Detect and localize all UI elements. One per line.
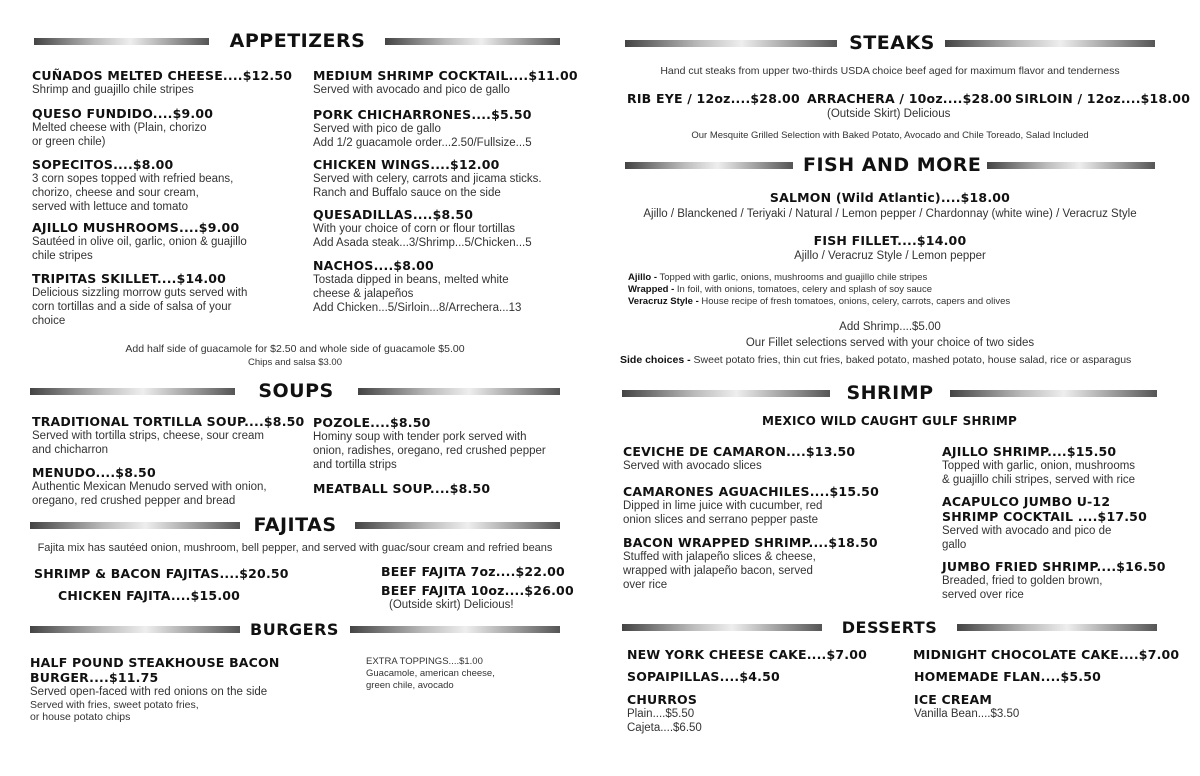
item-desc: gallo	[942, 539, 967, 551]
shrimp-subtitle: MEXICO WILD CAUGHT GULF SHRIMP	[762, 414, 1017, 428]
item-desc: wrapped with jalapeño bacon, served	[623, 565, 813, 577]
style-key: Wrapped -	[628, 284, 675, 295]
item-title: CHICKEN WINGS....$12.00	[313, 157, 500, 172]
item-desc: Topped with garlic, onion, mushrooms	[942, 460, 1136, 472]
item-title: QUESADILLAS....$8.50	[313, 207, 474, 222]
dessert-item	[627, 692, 702, 735]
soup-item	[32, 465, 267, 508]
item-title: AJILLO SHRIMP....$15.50	[942, 444, 1117, 459]
item-desc: Served with avocado slices	[623, 460, 762, 472]
item-title: TRIPITAS SKILLET....$14.00	[32, 271, 227, 286]
divider-bar	[987, 162, 1155, 169]
style-value: Topped with garlic, onions, mushrooms and guajillo chile stripes	[657, 272, 928, 283]
item-desc: Vanilla Bean....$3.50	[914, 708, 1020, 720]
item-desc: or house potato chips	[30, 711, 131, 723]
fish-title: FISH AND MORE	[803, 154, 982, 176]
fillet-sides-note: Our Fillet selections served with your choice of two sides	[745, 337, 1035, 349]
dessert-item: NEW YORK CHEESE CAKE....$7.00	[627, 647, 868, 662]
appetizer-item	[313, 258, 521, 315]
steaks-footer: Our Mesquite Grilled Selection with Baked Potato, Avocado and Chile Toreado, Salad Included	[691, 130, 1089, 141]
divider-bar	[622, 390, 830, 397]
dessert-item	[914, 692, 1019, 721]
item-desc: Served with avocado and pico de	[942, 525, 1112, 537]
divider-bar	[625, 40, 837, 47]
item-desc: With your choice of corn or flour tortillas	[313, 223, 515, 235]
item-title: POZOLE....$8.50	[313, 415, 431, 430]
shrimp-item	[623, 535, 878, 592]
divider-bar	[385, 38, 560, 45]
divider-bar	[355, 522, 560, 529]
shrimp-header	[622, 382, 1157, 410]
soup-item	[32, 414, 304, 457]
item-desc: Dipped in lime juice with cucumber, red	[623, 500, 823, 512]
fajita-item: CHICKEN FAJITA....$15.00	[58, 588, 241, 603]
steaks-header	[625, 32, 1155, 60]
item-desc: over rice	[623, 579, 668, 591]
fajita-item: BEEF FAJITA 7oz....$22.00	[381, 564, 565, 579]
item-desc: Stuffed with jalapeño slices & cheese,	[623, 551, 816, 563]
item-title: CEVICHE DE CAMARON....$13.50	[623, 444, 856, 459]
divider-bar	[957, 624, 1157, 631]
item-title: NACHOS....$8.00	[313, 258, 434, 273]
divider-bar	[950, 390, 1157, 397]
steak-item: SIRLOIN / 12oz....$18.00	[1015, 91, 1191, 106]
item-desc: Served with avocado and pico de gallo	[313, 84, 510, 96]
extra-toppings	[366, 656, 495, 692]
fillet-desc: Ajillo / Veracruz Style / Lemon pepper	[794, 250, 986, 262]
item-desc: Add Chicken...5/Sirloin...8/Arrechera...13	[313, 302, 522, 314]
dessert-item: SOPAIPILLAS....$4.50	[627, 669, 780, 684]
steak-item: ARRACHERA / 10oz....$28.00	[807, 91, 1013, 106]
divider-bar	[625, 162, 793, 169]
appetizer-item	[32, 271, 247, 328]
appetizer-item	[32, 220, 247, 263]
burger-item	[30, 655, 280, 723]
steaks-title: STEAKS	[849, 32, 935, 54]
item-desc: Served with fries, sweet potato fries,	[30, 699, 199, 711]
item-desc: and chicharron	[32, 444, 109, 456]
fillet-title: FISH FILLET....$14.00	[813, 233, 967, 248]
shrimp-item	[942, 559, 1166, 602]
extra-toppings-title: EXTRA TOPPINGS....$1.00	[366, 656, 483, 667]
style-key: Veracruz Style -	[628, 296, 699, 307]
style-value: House recipe of fresh tomatoes, onions, celery, carrots, capers and olives	[698, 296, 1011, 307]
shrimp-title: SHRIMP	[846, 382, 934, 404]
item-desc: choice	[32, 315, 66, 327]
item-title: SHRIMP COCKTAIL ....$17.50	[942, 509, 1147, 524]
divider-bar	[358, 388, 560, 395]
side-choices-value: Sweet potato fries, thin cut fries, baked potato, mashed potato, house salad, rice or asparagus	[690, 354, 1132, 366]
item-desc: Add 1/2 guacamole order...2.50/Fullsize...5	[313, 137, 532, 149]
fajita-item: SHRIMP & BACON FAJITAS....$20.50	[34, 566, 289, 581]
item-title: MEDIUM SHRIMP COCKTAIL....$11.00	[313, 68, 578, 83]
appetizer-item	[313, 68, 578, 97]
item-desc: Served with celery, carrots and jicama sticks.	[313, 173, 542, 185]
item-desc: Breaded, fried to golden brown,	[942, 575, 1103, 587]
item-desc: chorizo, cheese and sour cream,	[32, 187, 199, 199]
item-desc: Served with pico de gallo	[313, 123, 441, 135]
item-desc: Shrimp and guajillo chile stripes	[32, 84, 194, 96]
style-key: Ajillo -	[628, 272, 658, 283]
item-title: ICE CREAM	[914, 692, 992, 707]
fajita-note: (Outside skirt) Delicious!	[389, 599, 514, 611]
item-desc: oregano, red crushed pepper and bread	[32, 495, 236, 507]
side-choices	[620, 354, 1165, 366]
appetizer-item	[313, 157, 542, 200]
appetizers-header	[30, 30, 560, 58]
fajitas-title: FAJITAS	[253, 514, 337, 536]
item-desc: Authentic Mexican Menudo served with onion,	[32, 481, 267, 493]
item-title: HALF POUND STEAKHOUSE BACON	[30, 655, 280, 670]
extra-toppings-desc: green chile, avocado	[366, 680, 454, 691]
item-title: CUÑADOS MELTED CHEESE....$12.50	[32, 68, 293, 83]
fish-header	[625, 154, 1155, 182]
item-title: SOPECITOS....$8.00	[32, 157, 174, 172]
style-note	[628, 296, 1010, 308]
item-title: MEATBALL SOUP....$8.50	[313, 481, 491, 496]
chips-note: Chips and salsa $3.00	[247, 357, 342, 368]
item-desc: cheese & jalapeños	[313, 288, 414, 300]
salmon-desc: Ajillo / Blanckened / Teriyaki / Natural / Lemon pepper / Chardonnay (white wine) / Veracruz Style	[643, 208, 1137, 220]
appetizer-item	[32, 106, 213, 149]
item-desc: Ranch and Buffalo sauce on the side	[313, 187, 501, 199]
dessert-item: MIDNIGHT CHOCOLATE CAKE....$7.00	[913, 647, 1180, 662]
divider-bar	[34, 38, 209, 45]
guacamole-note: Add half side of guacamole for $2.50 and whole side of guacamole $5.00	[125, 343, 465, 355]
item-title: CAMARONES AGUACHILES....$15.50	[623, 484, 879, 499]
fajitas-header	[30, 514, 560, 542]
item-desc: Sautéed in olive oil, garlic, onion & guajillo	[32, 236, 247, 248]
soup-item	[313, 415, 546, 472]
appetizer-item	[32, 157, 233, 214]
appetizer-item	[313, 107, 532, 150]
item-title: QUESO FUNDIDO....$9.00	[32, 106, 214, 121]
item-desc: & guajillo chili stripes, served with rice	[942, 474, 1136, 486]
soups-header	[30, 380, 560, 408]
item-desc: Hominy soup with tender pork served with	[313, 431, 527, 443]
item-desc: Served with tortilla strips, cheese, sour cream	[32, 430, 265, 442]
appetizer-item	[313, 207, 532, 250]
desserts-header	[622, 616, 1157, 644]
item-desc: Cajeta....$6.50	[627, 722, 702, 734]
burgers-header	[30, 618, 560, 646]
item-title: JUMBO FRIED SHRIMP....$16.50	[942, 559, 1166, 574]
shrimp-item	[942, 444, 1135, 487]
style-note	[628, 284, 932, 296]
item-desc: onion, radishes, oregano, red crushed pepper	[313, 445, 546, 457]
extra-toppings-desc: Guacamole, american cheese,	[366, 668, 495, 679]
item-desc: served over rice	[942, 589, 1024, 601]
soups-title: SOUPS	[258, 380, 334, 402]
item-desc: Served open-faced with red onions on the side	[30, 686, 268, 698]
item-desc: Tostada dipped in beans, melted white	[313, 274, 509, 286]
side-choices-key: Side choices -	[620, 354, 691, 366]
appetizers-title: APPETIZERS	[229, 30, 366, 52]
item-desc: 3 corn sopes topped with refried beans,	[32, 173, 234, 185]
item-desc: Melted cheese with (Plain, chorizo	[32, 122, 207, 134]
steak-item: RIB EYE / 12oz....$28.00	[627, 91, 800, 106]
item-title: TRADITIONAL TORTILLA SOUP....$8.50	[32, 414, 305, 429]
dessert-item: HOMEMADE FLAN....$5.50	[914, 669, 1102, 684]
desserts-title: DESSERTS	[841, 618, 938, 637]
item-title: AJILLO MUSHROOMS....$9.00	[32, 220, 240, 235]
item-desc: onion slices and serrano pepper paste	[623, 514, 818, 526]
shrimp-item	[942, 494, 1147, 552]
add-shrimp-note: Add Shrimp....$5.00	[839, 321, 941, 333]
item-desc: or green chile)	[32, 136, 106, 148]
item-desc: served with lettuce and tomato	[32, 201, 188, 213]
steak-note: (Outside Skirt) Delicious	[827, 108, 951, 120]
item-title: PORK CHICHARRONES....$5.50	[313, 107, 532, 122]
salmon-title: SALMON (Wild Atlantic)....$18.00	[769, 190, 1011, 205]
divider-bar	[350, 626, 560, 633]
divider-bar	[945, 40, 1155, 47]
shrimp-item	[623, 444, 855, 473]
item-title: BURGER....$11.75	[30, 670, 159, 685]
item-desc: corn tortillas and a side of salsa of your	[32, 301, 232, 313]
divider-bar	[622, 624, 822, 631]
appetizer-item	[32, 68, 292, 97]
soup-item	[313, 481, 490, 496]
item-title: ACAPULCO JUMBO U-12	[942, 494, 1111, 509]
item-desc: Add Asada steak...3/Shrimp...5/Chicken...5	[313, 237, 532, 249]
burgers-title: BURGERS	[250, 620, 339, 639]
divider-bar	[30, 522, 240, 529]
style-value: In foil, with onions, tomatoes, celery and splash of soy sauce	[674, 284, 932, 295]
divider-bar	[30, 626, 240, 633]
item-title: BACON WRAPPED SHRIMP....$18.50	[623, 535, 878, 550]
item-desc: chile stripes	[32, 250, 93, 262]
item-desc: Plain....$5.50	[627, 708, 695, 720]
item-title: MENUDO....$8.50	[32, 465, 156, 480]
fajita-item: BEEF FAJITA 10oz....$26.00	[381, 583, 574, 598]
divider-bar	[30, 388, 235, 395]
item-desc: Delicious sizzling morrow guts served with	[32, 287, 248, 299]
shrimp-item	[623, 484, 879, 527]
fajitas-intro: Fajita mix has sautéed onion, mushroom, bell pepper, and served with guac/sour cream and refried beans	[37, 542, 553, 554]
item-title: CHURROS	[627, 692, 698, 707]
steaks-intro: Hand cut steaks from upper two-thirds USDA choice beef aged for maximum flavor and tenderness	[660, 65, 1120, 77]
style-note	[628, 272, 927, 284]
item-desc: and tortilla strips	[313, 459, 397, 471]
